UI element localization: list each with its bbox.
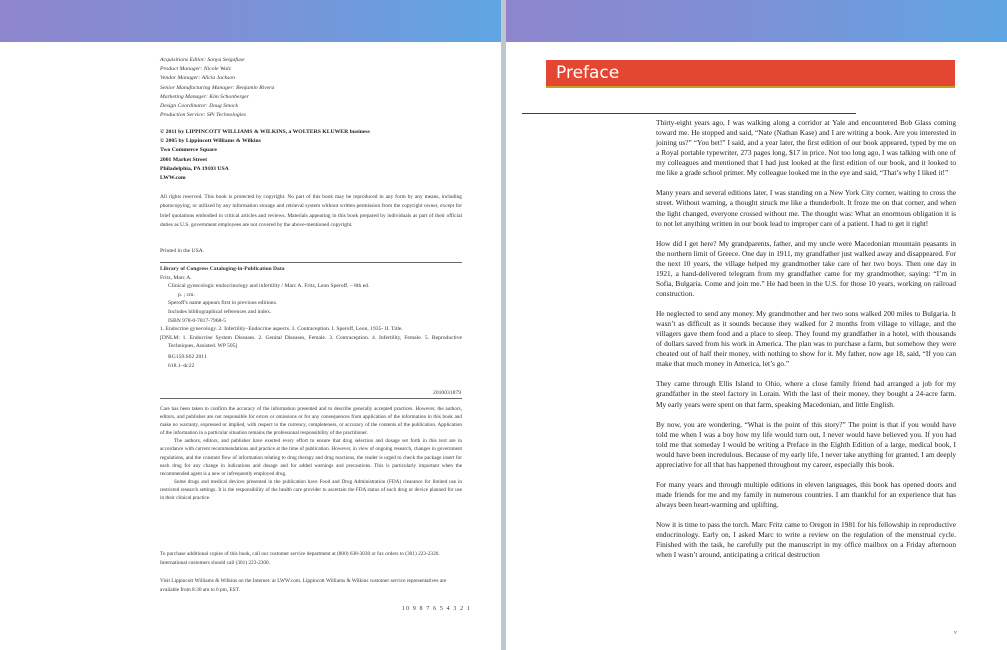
copyright-page xyxy=(0,0,501,650)
cip-call-number: 618.1–dc22 xyxy=(168,362,195,369)
preface-banner xyxy=(546,60,955,88)
credit-line: Vendor Manager: Alicia Jackson xyxy=(160,75,235,82)
cip-p-cm: p. ; cm. xyxy=(178,291,195,298)
right-page-header-bar xyxy=(506,0,1007,42)
credits-list xyxy=(160,56,460,120)
preface-body xyxy=(656,118,956,570)
copyright-line: © 2011 by LIPPINCOTT WILLIAMS & WILKINS, a WOLTERS KLUWER business xyxy=(160,129,370,135)
preface-paragraph: They came through Ellis Island to Ohio, where a close family friend had arranged a job for my grandfather in the steel factory in Lorain. With the last of their money, they bought a 24-acre farm. My early years were spent on that farm, speaking Macedonian, and little English. xyxy=(656,379,956,409)
cip-note: Speroff's name appears first in previous editions. xyxy=(168,300,278,307)
preface-paragraph: Many years and several editions later, I was standing on a New York City corner, waiting to cross the street. Without warning, a thought struck me like a thunderbolt. It froze me on that corner, and when the light changed, everyone crossed without me. The thought was: What an enormous obligation it is to not let anything written in our book lead to improper care of a patient. I had to get it right! xyxy=(656,188,956,228)
cip-heading: Library of Congress Cataloging-in-Publication Data xyxy=(160,266,285,272)
preface-page xyxy=(506,0,1007,650)
cip-subjects: 1. Endocrine gynecology. 2. Infertility–Endocrine aspects. 3. Contraception. I. Speroff, Leon, 1935- II. Title. xyxy=(160,326,403,333)
copyright-line: Philadelphia, PA 19103 USA xyxy=(160,165,229,172)
preface-paragraph: Thirty-eight years ago, I was walking along a corridor at Yale and encountered Bob Glass coming toward me. He stopped and said, “Nate (Nathan Kase) and I are writing a book. Are you interested in joining us?” “You bet!” I said, and a year later, the first edition of our book appeared, typed by me on a Royal portable typewriter, 273 pages long, $17 in price. Not too long ago, I was talking with one of my colleagues and mentioned that I had just looked at the first edition of our book, and it looked to me like a grade school primer. My colleague looked me in the eye and said, “That’s why I liked it!” xyxy=(656,118,956,178)
printing-line: 10 9 8 7 6 5 4 3 2 1 xyxy=(402,606,471,612)
credit-line: Senior Manufacturing Manager: Benjamin Rivera xyxy=(160,84,275,91)
preface-paragraph: By now, you are wondering, “What is the point of this story?” The point is that if you would have told me when I was a boy how my life would turn out, I never would have believed you. If you had told me that someday I would be writing a Preface in the Eighth Edition of a large, medical book, I would have been incredulous. Because of my early life, I never take anything for granted. I am deeply appreciative for all that has happened throughout my career, especially this book. xyxy=(656,419,956,469)
cip-bottom-rule xyxy=(160,398,462,399)
disclaimer-block xyxy=(160,405,462,502)
cip-call-number: RG159.S62 2011 xyxy=(168,353,207,360)
copyright-line: © 2005 by Lippincott Williams & Wilkins xyxy=(160,138,261,145)
printed-in: Printed in the USA. xyxy=(160,248,205,254)
cip-title: Clinical gynecologic endocrinology and infertility / Marc A. Fritz, Leon Speroff. – 8th ed. xyxy=(168,283,370,290)
cip-note: Includes bibliographical references and index. xyxy=(168,308,272,315)
credit-line: Marketing Manager: Kim Schonberger xyxy=(160,93,250,100)
preface-paragraph: Now it is time to pass the torch. Marc Fritz came to Oregon in 1981 for his fellowship in reproductive endocrinology. Early on, I asked Marc to write a review on the regulation of the menstrual cycle. Finished with the task, he carefully put the manuscript in my office mailbox on a Friday afternoon when I wasn’t around, anticipating a critical destruction xyxy=(656,520,956,560)
rights-statement: All rights reserved. This book is protected by copyright. No part of this book may be reproduced in any form by any means, including photocopying, or utilized by any information storage and retrieval system without written permission from the copyright owner, except for brief quotations embodied in critical articles and reviews. Materials appearing in this book prepared by individuals as part of their official duties as U.S. government employees are not covered by the above-mentioned copyright. xyxy=(160,194,462,229)
cip-author: Fritz, Marc A. xyxy=(160,274,192,281)
copyright-line: 2001 Market Street xyxy=(160,156,207,163)
disclaimer-paragraph: Care has been taken to confirm the accuracy of the information presented and to describe generally accepted practices. However, the authors, editors, and publisher are not responsible for errors or omissions or for any consequences from application of the information in this book and make no warranty, expressed or implied, with respect to the currency, completeness, or accuracy of the contents of the publication. Application of the information in a particular situation remains the professional responsibility of the practitioner. xyxy=(160,406,462,437)
copyright-line: Two Commerce Square xyxy=(160,147,217,154)
cip-dnlm: [DNLM: 1. Endocrine System Diseases. 2. Genital Diseases, Female. 3. Contraception. 4. Infertility, Female. 5. Reproductive Techniques, Assisted. WP 505] xyxy=(160,334,462,350)
purchase-info: To purchase additional copies of this book, call our customer service department at (800) 638-3030 or fax orders to (301) 223-2320. International customers should call (301) 223-2300. xyxy=(160,551,440,566)
credit-line: Production Service: SPi Technologies xyxy=(160,112,246,119)
page-number: v xyxy=(953,629,957,636)
cip-top-rule xyxy=(160,262,462,263)
disclaimer-paragraph: The authors, editors, and publisher have exerted every effort to ensure that drug selection and dosage set forth in this text are in accordance with current recommendations and practice at the time of publication. However, in view of ongoing research, changes in government regulations, and the constant flow of information relating to drug therapy and drug reactions, the reader is urged to check the package insert for each drug for any change in indications and dosage and for added warnings and precautions. This is particularly important when the recommended agent is a new or infrequently employed drug. xyxy=(160,438,462,477)
credit-line: Acquisitions Editor: Sonya Seigafuse xyxy=(160,57,245,63)
cip-block xyxy=(160,265,462,370)
preface-paragraph: How did I get here? My grandparents, father, and my uncle were Macedonian mountain peasants in the northern limit of Greece. One day in 1911, my grandfather just walked away and disappeared. For the next 10 years, the village helped my grandmother take care of her two boys. Then one day in 1921, a hand-delivered telegram from my grandfather came for my grandmother, saying: “I’m in Sofia, Bulgaria. Come and join me.” He had been in the U.S. for those 10 years, working on railroad construction. xyxy=(656,238,956,298)
website-info: Visit Lippincott Williams & Wilkins on the Internet: at LWW.com. Lippincott Williams & Wilkins customer service representatives are available from 8:30 am to 6 pm, EST. xyxy=(160,578,447,593)
left-page-header-bar xyxy=(0,0,501,42)
preface-paragraph: For many years and through multiple editions in eleven languages, this book has opened doors and made friends for me and my family in numerous countries. I am thankful for an experience that has always been heart-warming and uplifting. xyxy=(656,479,956,509)
page-title: Preface xyxy=(556,63,620,83)
copyright-line: LWW.com xyxy=(160,175,186,182)
credit-line: Product Manager: Nicole Walz xyxy=(160,66,231,73)
cip-isbn: ISBN 978-0-7817-7968-5 xyxy=(168,317,226,324)
copyright-block xyxy=(160,128,460,183)
credit-line: Design Coordinator: Doug Smock xyxy=(160,103,238,110)
disclaimer-paragraph: Some drugs and medical devices presented in the publication have Food and Drug Administration (FDA) clearance for limited use in restricted research settings. It is the responsibility of the health care provider to ascertain the FDA status of each drug or device planned for use in their clinical practice. xyxy=(160,478,462,502)
cip-number: 2010031879 xyxy=(433,390,461,396)
preface-rule xyxy=(522,113,856,114)
preface-paragraph: He neglected to send any money. My grandmother and her two sons walked 200 miles to Bulgaria. It wasn’t as difficult as it sounds because they walked for 2 months from village to village, and the villagers gave them food and a place to sleep. They found my grandfather in a hotel, with thousands of dollars saved from his work in America. The plan was to purchase a farm, but somehow they were cheated out of half their money, with nothing to show for it. My father, now age 18, said, “If you can make that much money in America, let’s go.” xyxy=(656,309,956,369)
